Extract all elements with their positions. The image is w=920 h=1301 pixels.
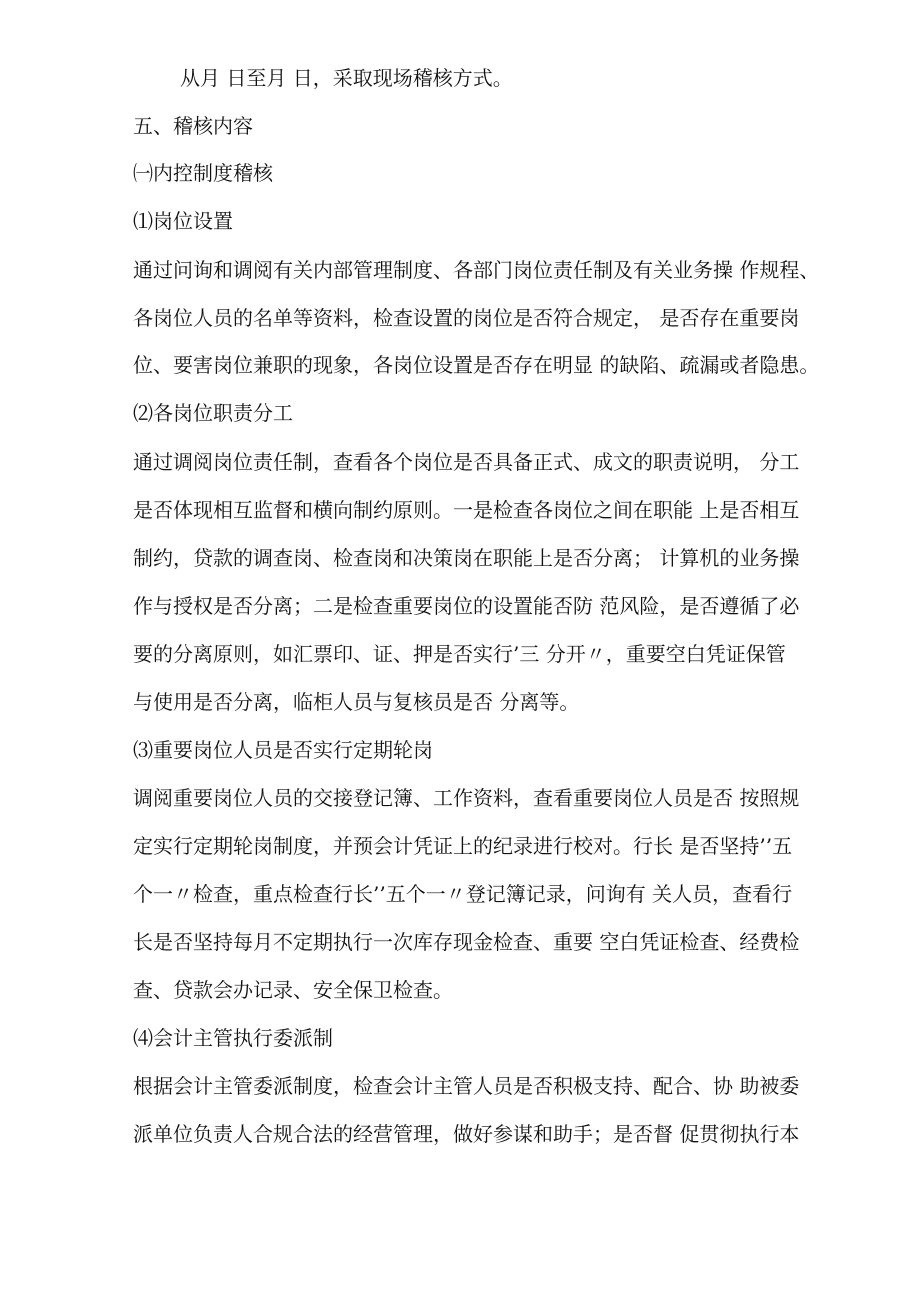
paragraph-line: 个一〃检查，重点检查行长’’五个一〃登记簿记录，问询有 关人员，查看行 [133,882,793,906]
paragraph-line: 要的分离原则，如汇票印、证、押是否实行’三 分开〃，重要空白凭证保管 [133,642,786,666]
section-heading: 五、稽核内容 [133,114,253,138]
paragraph-line: 长是否坚持每月不定期执行一次库存现金检查、重要 空白凭证检查、经费检 [133,930,800,954]
paragraph-line: 各岗位人员的名单等资料，检查设置的岗位是否符合规定， 是否存在重要岗 [133,306,800,330]
paragraph-line: 根据会计主管委派制度，检查会计主管人员是否积极支持、配合、协 助被委 [133,1074,800,1098]
item-heading: ⑴岗位设置 [133,209,233,233]
paragraph-line: 查、贷款会办记录、安全保卫检查。 [133,978,453,1002]
paragraph-line: 调阅重要岗位人员的交接登记簿、工作资料，查看重要岗位人员是否 按照规 [133,786,800,810]
paragraph-line: 是否体现相互监督和横向制约原则。一是检查各岗位之间在职能 上是否相互 [133,498,800,522]
paragraph-line: 作与授权是否分离；二是检查重要岗位的设置能否防 范风险，是否遵循了必 [133,594,800,618]
paragraph-line: 与使用是否分离，临柜人员与复核员是否 分离等。 [133,690,580,714]
paragraph-line: 定实行定期轮岗制度，并预会计凭证上的纪录进行校对。行长 是否坚持’’五 [133,834,793,858]
date-range-line: 从月 日至月 日，采取现场稽核方式。 [180,66,513,90]
paragraph-line: 位、要害岗位兼职的现象，各岗位设置是否存在明显 的缺陷、疏漏或者隐患。 [133,353,820,377]
item-heading: ⑶重要岗位人员是否实行定期轮岗 [133,738,433,762]
paragraph-line: 派单位负责人合规合法的经营管理，做好参谋和助手；是否督 促贯彻执行本 [133,1122,800,1146]
paragraph-line: 通过调阅岗位责任制，查看各个岗位是否具备正式、成文的职责说明， 分工 [133,450,800,474]
paragraph-line: 制约，贷款的调查岗、检查岗和决策岗在职能上是否分离； 计算机的业务操 [133,546,800,570]
item-heading: ⑵各岗位职责分工 [133,401,293,425]
item-heading: ⑷会计主管执行委派制 [133,1026,333,1050]
subsection-heading: ㈠内控制度稽核 [133,161,273,185]
paragraph-line: 通过问询和调阅有关内部管理制度、各部门岗位责任制及有关业务操 作规程、 [133,258,820,282]
